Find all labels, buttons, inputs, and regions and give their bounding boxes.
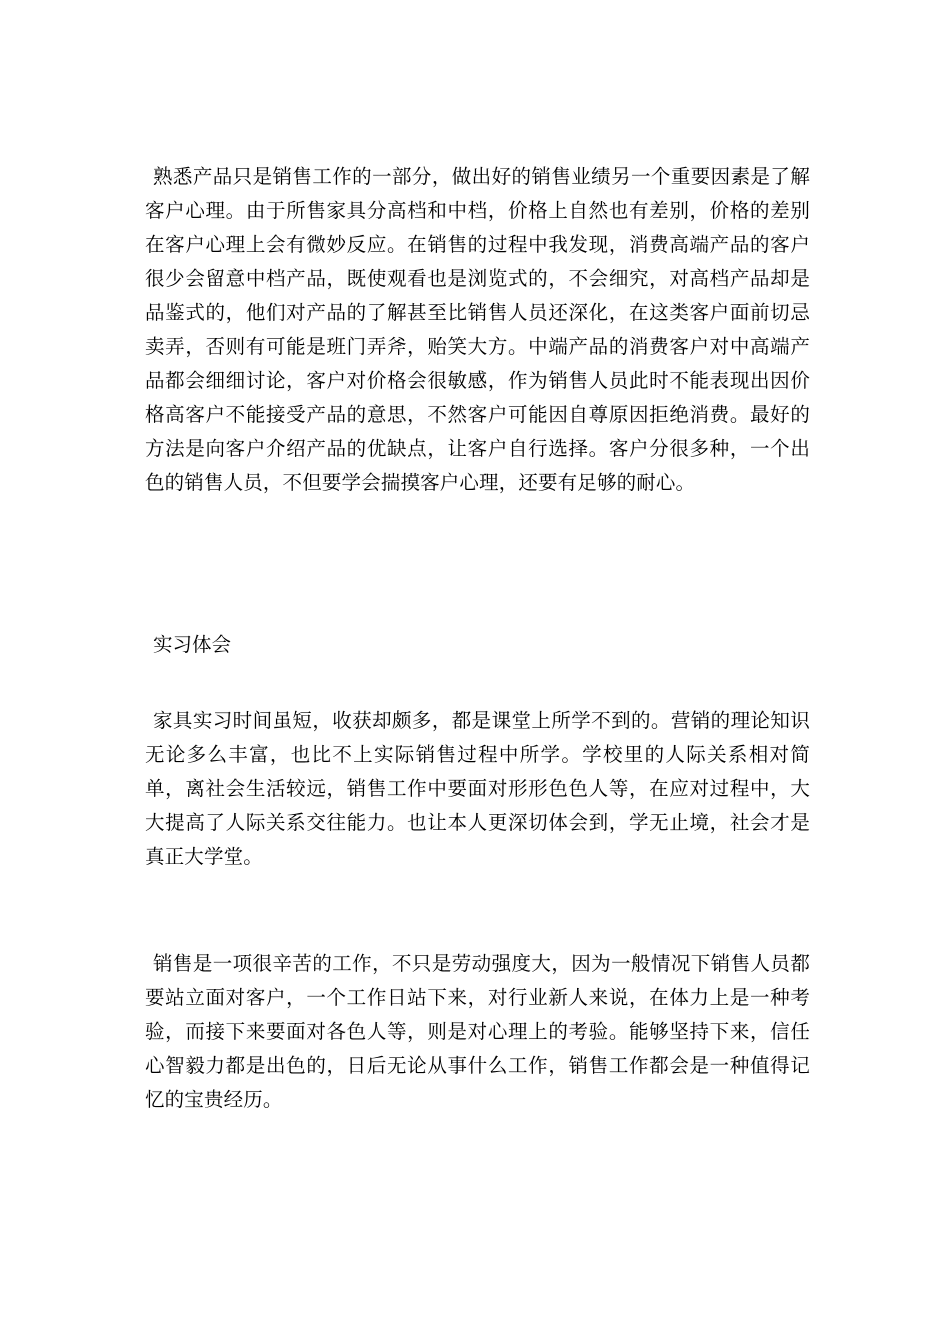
- paragraph-internship-gains: 家具实习时间虽短，收获却颇多，都是课堂上所学不到的。营销的理论知识无论多么丰富，也比不上实际销售过程中所学。学校里的人际关系相对简单，离社会生活较远，销售工作中要面对形形色色人等，在应对过程中，大大提高了人际关系交往能力。也让本人更深切体会到，学无止境，社会才是真正大学堂。: [145, 709, 810, 868]
- paragraph-customer-psychology: 熟悉产品只是销售工作的一部分，做出好的销售业绩另一个重要因素是了解客户心理。由于所售家具分高档和中档，价格上自然也有差别，价格的差别在客户心理上会有微妙反应。在销售的过程中我发现，消费高端产品的客户很少会留意中档产品，既使观看也是浏览式的，不会细究，对高档产品却是品鉴式的，他们对产品的了解甚至比销售人员还深化，在这类客户面前切忌卖弄，否则有可能是班门弄斧，贻笑大方。中端产品的消费客户对中高端产品都会细细讨论，客户对价格会很敏感，作为销售人员此时不能表现出因价格高客户不能接受产品的意思，不然客户可能因自尊原因拒绝消费。最好的方法是向客户介绍产品的优缺点，让客户自行选择。客户分很多种，一个出色的销售人员，不但要学会揣摸客户心理，还要有足够的耐心。: [145, 165, 810, 494]
- paragraph-sales-hardship: 销售是一项很辛苦的工作，不只是劳动强度大，因为一般情况下销售人员都要站立面对客户，一个工作日站下来，对行业新人来说，在体力上是一种考验，而接下来要面对各色人等，则是对心理上的考验。能够坚持下来，信任心智毅力都是出色的，日后无论从事什么工作，销售工作都会是一种值得记忆的宝贵经历。: [145, 952, 810, 1111]
- section-heading: 实习体会: [153, 633, 232, 656]
